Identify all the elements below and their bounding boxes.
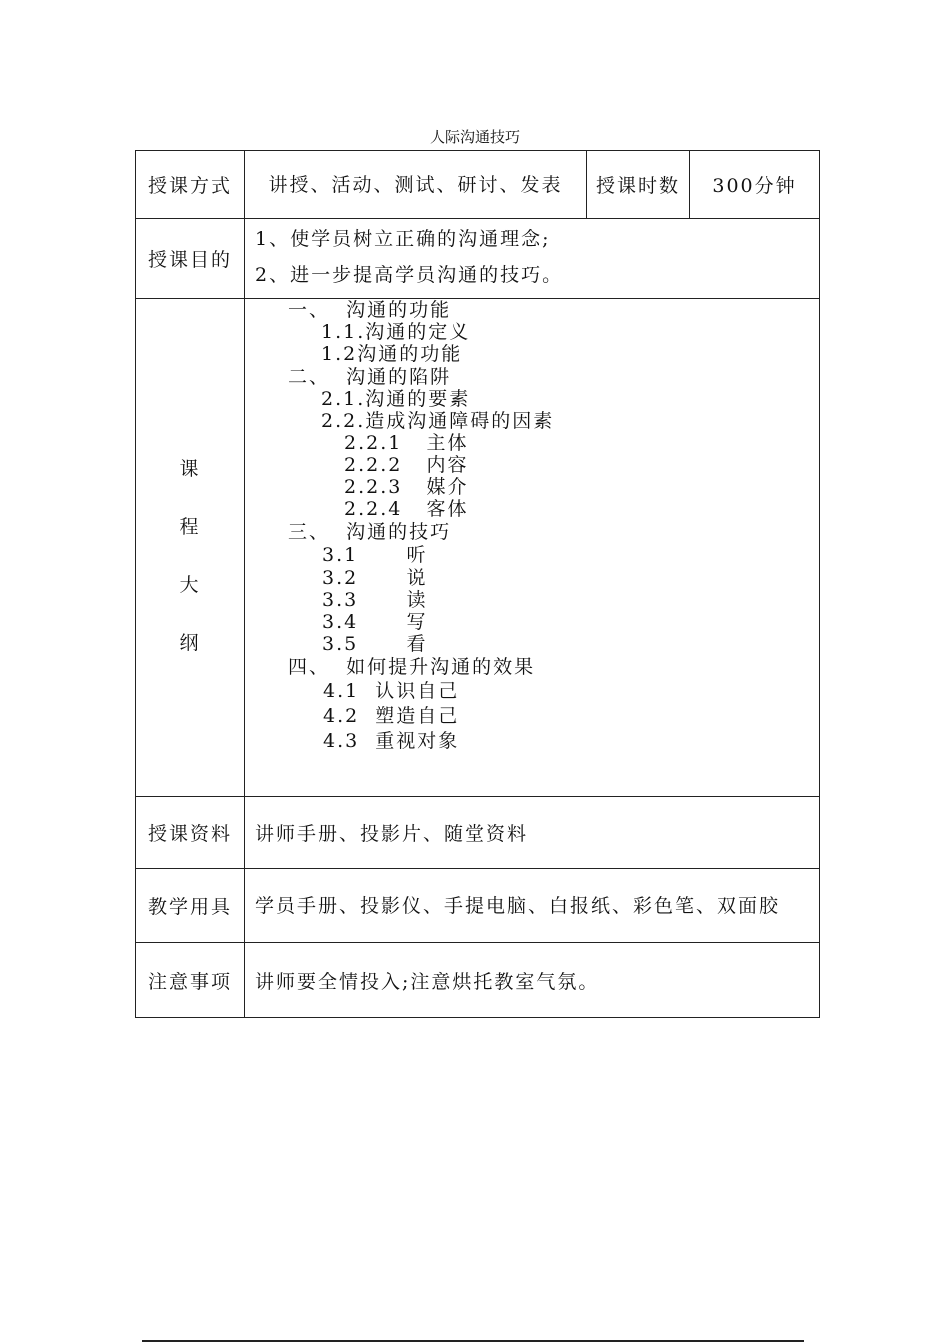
goal-cell [245,219,820,299]
outline-item: 3.2 说 [322,567,428,589]
hours-label: 授课时数 [587,151,690,219]
outline-item: 4.3 重视对象 [323,730,460,752]
materials-value: 讲师手册、投影片、随堂资料 [245,797,820,869]
outline-item: 2.2.造成沟通障碍的因素 [321,410,555,432]
row-goal [136,219,820,299]
goal-label: 授课目的 [136,219,245,299]
hours-value: 300分钟 [690,151,820,219]
row-outline [136,299,820,797]
outline-item: 2.2.2 内容 [344,454,469,476]
notes-value: 讲师要全情投入;注意烘托教室气氛。 [245,943,820,1018]
goal-item: 1、使学员树立正确的沟通理念; [255,228,551,250]
outline-item: 3.5 看 [322,633,428,655]
outline-label [136,299,245,797]
footer-rule [142,1340,804,1342]
outline-label-char: 课 [179,457,201,480]
outline-item: 二、 沟通的陷阱 [288,366,452,388]
tools-label: 教学用具 [136,869,245,943]
outline-item: 2.2.1 主体 [344,432,469,454]
row-method [136,151,820,219]
row-notes [136,943,820,1018]
outline-item: 3.3 读 [322,589,428,611]
outline-item: 3.4 写 [322,611,428,633]
outline-item: 4.2 塑造自己 [323,705,460,727]
outline-item: 四、 如何提升沟通的效果 [288,656,536,678]
outline-item: 1.1.沟通的定义 [321,321,471,343]
outline-item: 一、 沟通的功能 [288,299,452,321]
outline-label-char: 大 [179,573,201,596]
outline-item: 2.1.沟通的要素 [321,388,471,410]
outline-cell [245,299,820,797]
outline-label-char: 纲 [179,631,201,654]
outline-item: 1.2沟通的功能 [321,343,463,365]
outline-label-char: 程 [179,515,201,538]
outline-item: 2.2.4 客体 [344,498,469,520]
outline-item: 三、 沟通的技巧 [288,521,452,543]
outline-item: 2.2.3 媒介 [344,476,469,498]
method-value: 讲授、活动、测试、研讨、发表 [245,151,587,219]
tools-value: 学员手册、投影仪、手提电脑、白报纸、彩色笔、双面胶 [245,869,820,943]
row-materials [136,797,820,869]
outline-item: 3.1 听 [322,544,428,566]
course-plan-table [135,150,820,1018]
goal-item: 2、进一步提高学员沟通的技巧。 [255,264,564,286]
outline-item: 4.1 认识自己 [323,680,460,702]
materials-label: 授课资料 [136,797,245,869]
notes-label: 注意事项 [136,943,245,1018]
document-title: 人际沟通技巧 [429,128,520,146]
method-label: 授课方式 [136,151,245,219]
row-tools [136,869,820,943]
